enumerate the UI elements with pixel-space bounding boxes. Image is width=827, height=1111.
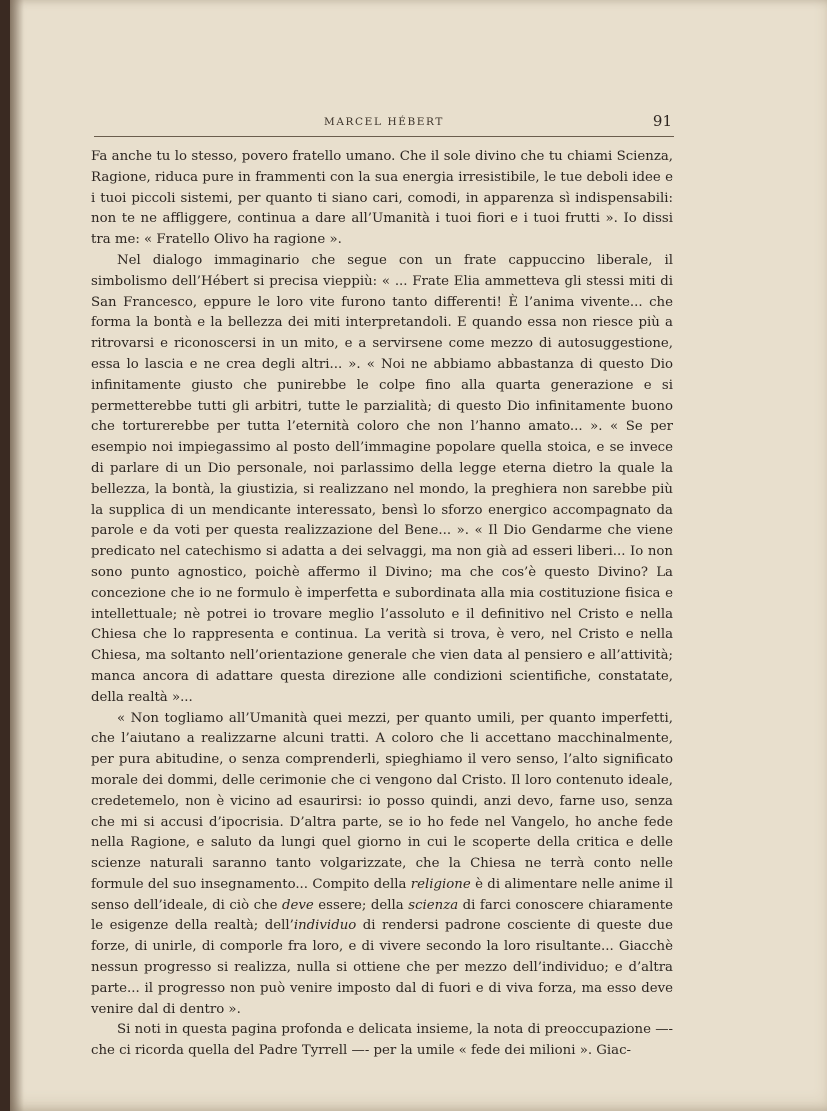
text-run: essere; della	[313, 897, 409, 913]
paragraph	[91, 251, 673, 709]
italic-term: individuo	[293, 918, 357, 934]
text-run: di rendersi padrone cosciente di queste due forze, di unirle, di comporle fra loro, e di vivere secondo la loro risultante... Giacchè nessun progresso si realizza, nulla si ottiene che per mezzo dell’individuo; e d’altra parte... il progresso non può venire imposto dal di fuori e di viva forza, ma esso deve venire dal di dentro ».	[91, 918, 673, 1017]
italic-term: religione	[410, 876, 471, 892]
paragraph	[91, 709, 673, 1021]
italic-term: scienza	[408, 897, 459, 913]
paragraph	[91, 147, 673, 251]
text-run: Nel dialogo immaginario che segue con un frate cappuccino liberale, il simbolismo dell’Hébert si precisa vieppiù: « ... Frate Elia ammetteva gli stessi miti di San Francesco, eppure le loro vite furono tanto differenti! È l’anima vivente... che forma la bontà e la bellezza dei miti interpretandoli. E quando essa non riesce più a ritrovarsi e riconoscersi in un mito, e a servirsene come mezzo di autosuggestione, essa lo lascia e ne crea degli altri... ». « Noi ne abbiamo abbastanza di questo Dio infinitamente giusto che punirebbe le colpe fino alla quarta generazione e si permetterebbe tutti gli arbitri, tutte le parzialità; di questo Dio infinitamente buono che torturerebbe per tutta l’eternità coloro che non l’hanno amato... ». « Se per esempio noi impiegassimo al posto dell’immagine popolare quella stoica, e se invece di parlare di un Dio personale, noi parlassimo della legge eterna dietro la quale la bellezza, la bontà, la giustizia, si realizzano nel mondo, la preghiera non sarebbe più la supplica di un mendicante interessato, bensì lo sforzo energico accompagnato da parole e da voti per questa realizzazione del Bene... ». « Il Dio Gendarme che viene predicato nel catechismo si adatta a dei selvaggi, ma non già ad esseri liberi... Io non sono punto agnostico, poichè affermo il Divino; ma che cos’è questo Divino? La concezione che io ne formulo è imperfetta e subordinata alla mia costituzione fisica e intellettuale; nè potrei io trovare meglio l’assoluto e il definitivo nel Cristo e nella Chiesa che lo rappresenta e continua. La verità si trova, è vero, nel Cristo e nella Chiesa, ma soltanto nell’orientazione generale che vien data al pensiero e all’attività; manca ancora di adattare questa direzione alle condizioni scientifiche, constatate, della realtà »...	[91, 252, 673, 705]
text-run: di farci conoscere chiaramente le esigenze della realtà; dell’	[91, 897, 673, 934]
text-run: è di alimentare nelle anime il senso dell’ideale, di ciò che	[91, 876, 673, 913]
page-header	[94, 112, 674, 136]
binding-gutter	[10, 0, 24, 1111]
paragraph	[91, 1020, 673, 1062]
body-text	[91, 147, 673, 1062]
header-rule	[94, 136, 674, 137]
running-head: MARCEL HÉBERT	[324, 116, 444, 128]
text-run: « Non togliamo all’Umanità quei mezzi, per quanto umili, per quanto imperfetti, che l’aiutano a realizzarne alcuni tratti. A coloro che li accettano macchinalmente, per pura abitudine, o senza comprenderli, spieghiamo il vero senso, l’alto significato morale dei dommi, delle cerimonie che ci vengono dal Cristo. Il loro contenuto ideale, credetemelo, non è vicino ad esaurirsi: io posso quindi, anzi devo, farne uso, senza che mi si accusi d’ipocrisia. D’altra parte, se io ho fede nel Vangelo, ho anche fede nella Ragione, e saluto da lungi quel giorno in cui le scoperte della critica e delle scienze naturali saranno tanto volgarizzate, che la Chiesa ne terrà conto nelle formule del suo insegnamento... Compito della	[91, 710, 673, 892]
text-run: Si noti in questa pagina profonda e delicata insieme, la nota di preoccupazione —- che ci ricorda quella del Padre Tyrrell —- per la umile « fede dei milioni ». Giac-	[91, 1022, 673, 1059]
text-run: Fa anche tu lo stesso, povero fratello umano. Che il sole divino che tu chiami Scienza, Ragione, riduca pure in frammenti con la sua energia irresistibile, le tue deboli idee e i tuoi piccoli sistemi, per quanto ti siano cari, comodi, in apparenza sì indispensabili: non te ne affliggere, continua a dare all’Umanità i tuoi fiori e i tuoi frutti ». Io dissi tra me: « Fratello Olivo ha ragione ».	[91, 149, 673, 248]
page-number: 91	[652, 112, 672, 130]
italic-term: deve	[282, 897, 314, 913]
